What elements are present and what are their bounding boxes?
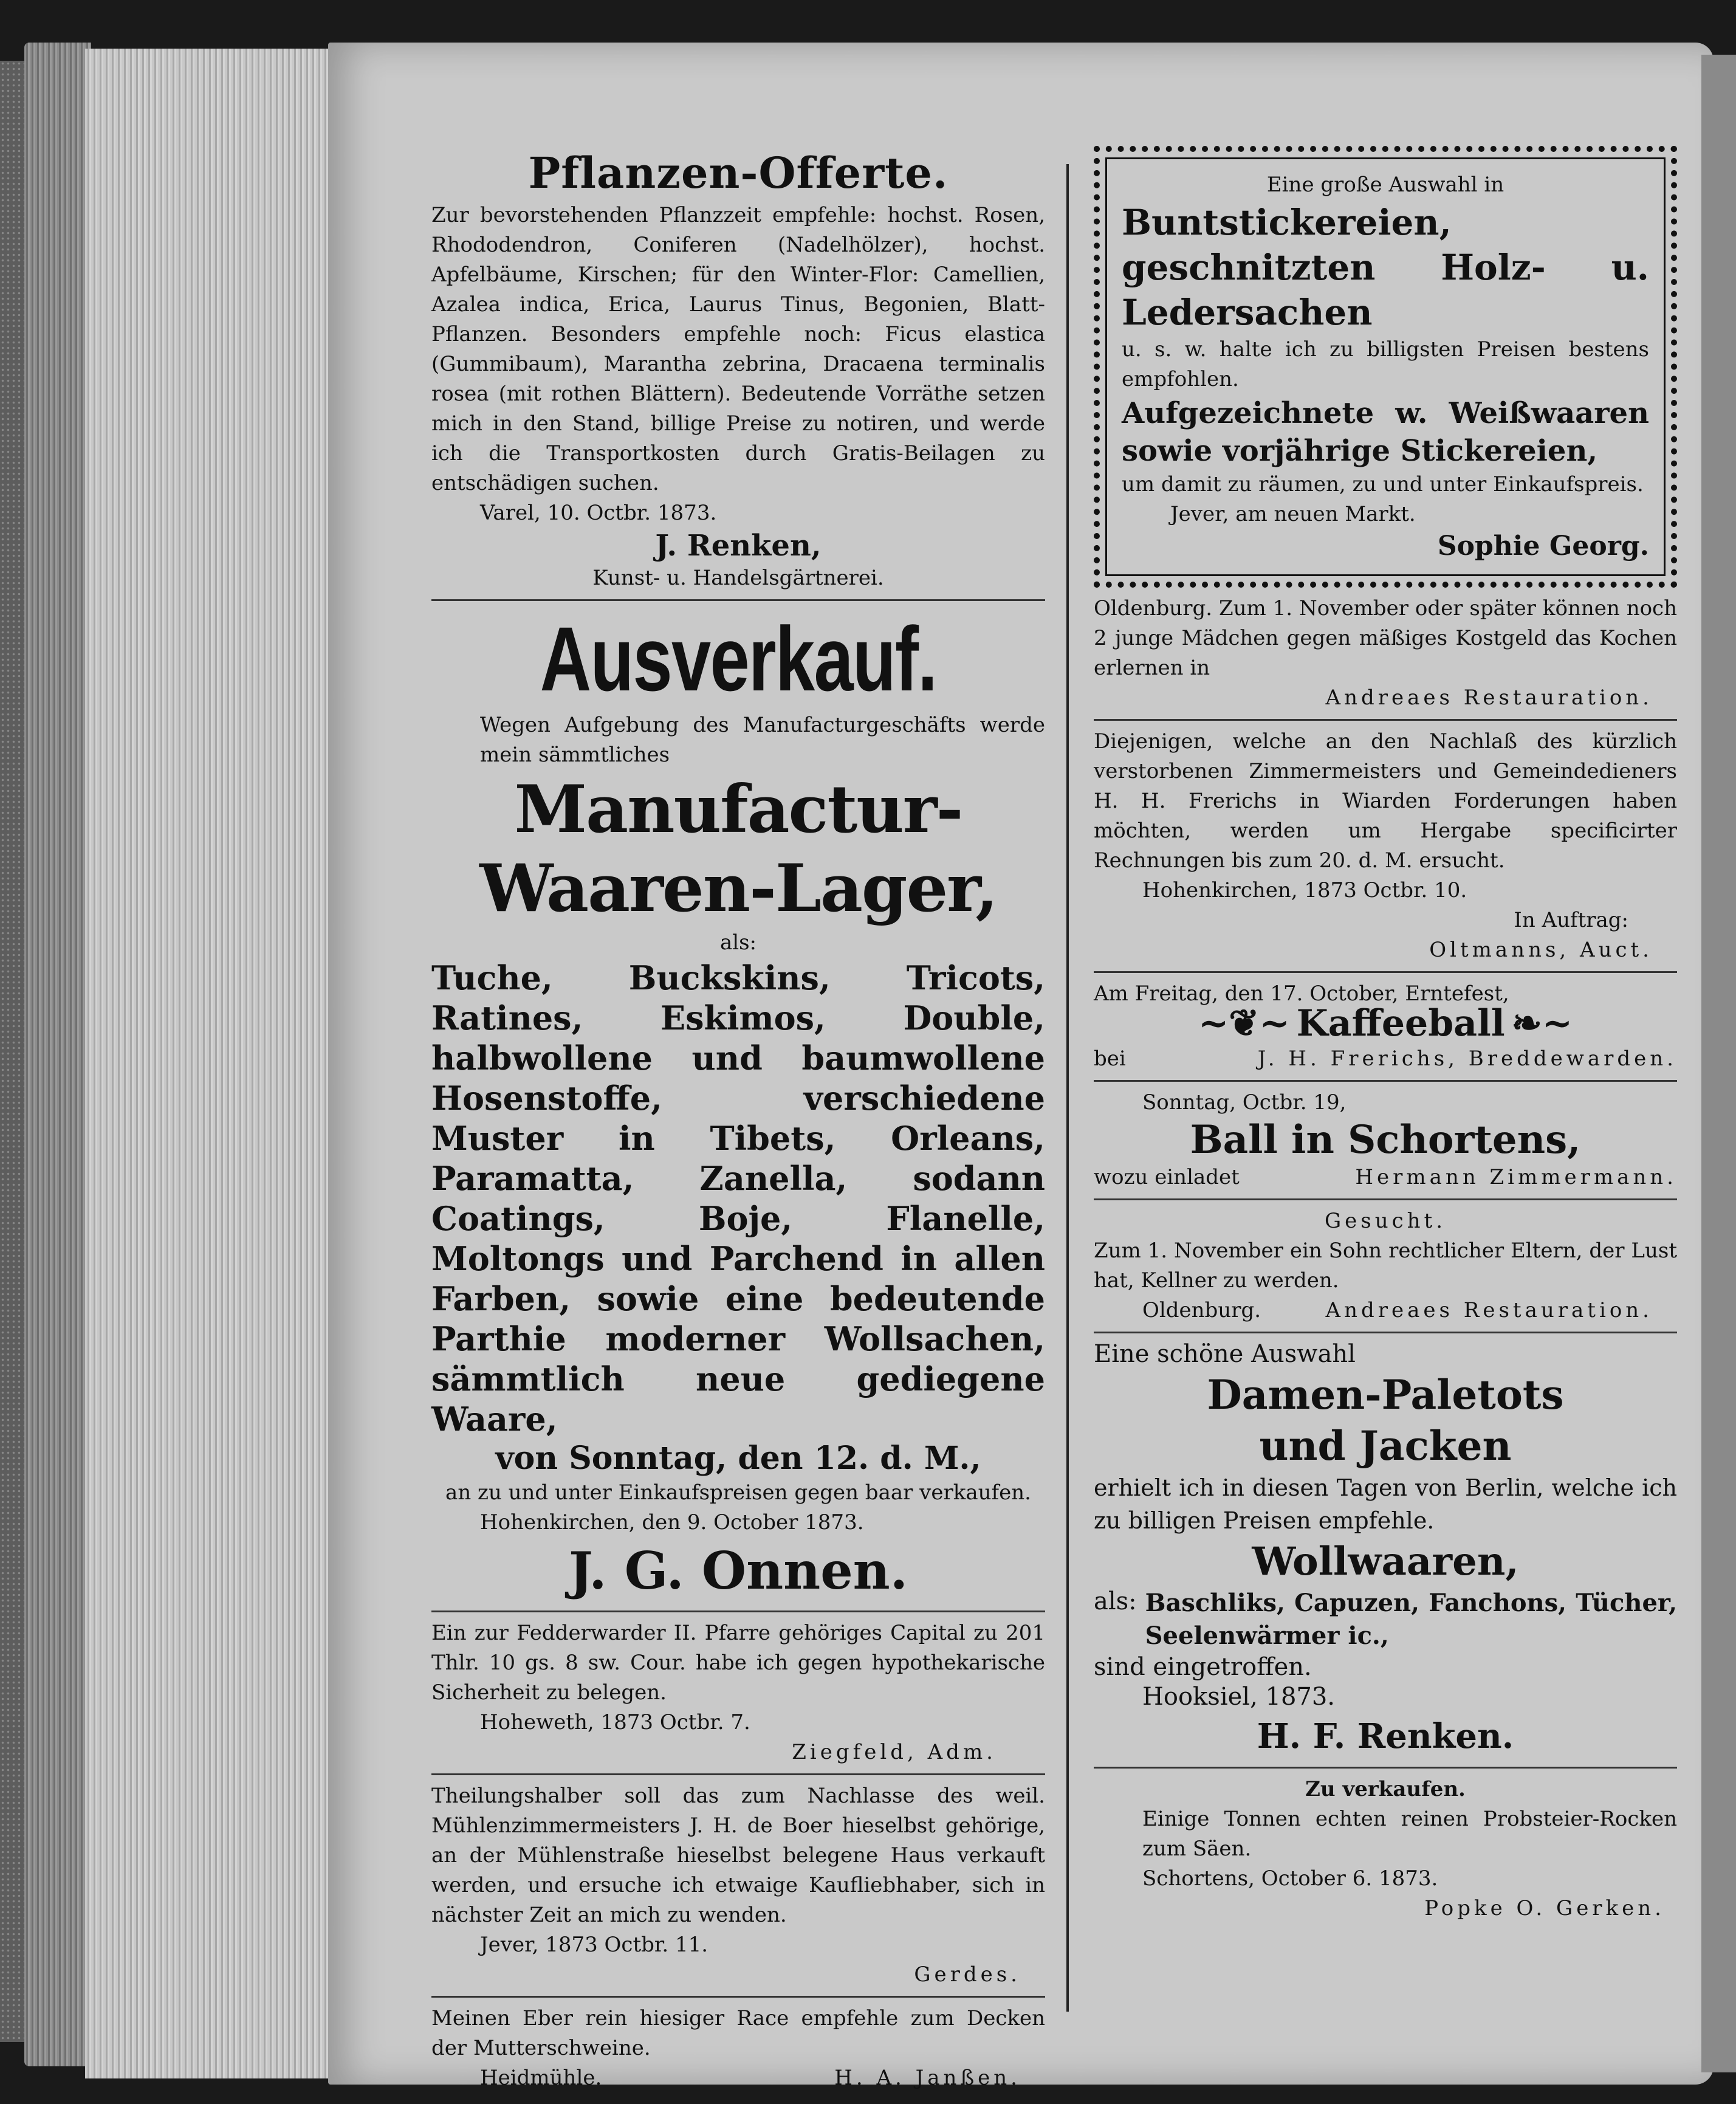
- ad-buntstickereien: [1094, 146, 1677, 588]
- ad-intro: Eine große Auswahl in: [1266, 173, 1504, 197]
- ad-date-line: von Sonntag, den 12. d. M.,: [495, 1440, 981, 1477]
- ad-body: Einige Tonnen echten reinen Probsteier-Rocken zum Säen.: [1142, 1807, 1677, 1861]
- ad-body-2: um damit zu räumen, zu und unter Einkaufspreis.: [1122, 472, 1644, 497]
- ad-separator: [1094, 971, 1677, 973]
- ad-separator: [431, 1773, 1045, 1775]
- book-spine-edge: [24, 43, 91, 2066]
- ad-separator: [431, 1611, 1045, 1612]
- ad-signature: J. H. Frerichs, Breddewarden.: [1257, 1047, 1677, 1071]
- ad-body: Zur bevorstehenden Pflanzzeit empfehle: hochst. Rosen, Rhododendron, Coniferen (Nadelhölzer), hochst. Apfelbäume, Kirschen; für den Winter-Flor: Camellien, Azalea indica, Erica, Laurus Tinus, Begonien, Blatt-Pflanzen. Besonders empfehle noch: Ficus elastica (Gummibaum), Marantha zebrina, Dracaena terminalis rosea (mit rothen Blättern). Bedeutende Vorräthe setzen mich in den Stand, billige Preise zu notiren, und werde ich die Transportkosten durch Gratis-Beilagen zu entschädigen suchen.: [431, 203, 1045, 495]
- ad-zu-verkaufen: [1094, 1775, 1677, 1924]
- column-divider: [1066, 164, 1069, 2012]
- ad-place: Jever, am neuen Markt.: [1170, 502, 1416, 526]
- ad-bei: bei: [1094, 1047, 1126, 1071]
- ad-auftrag: In Auftrag:: [1514, 908, 1628, 932]
- ad-signature: Oltmanns, Auct.: [1429, 938, 1653, 962]
- ad-signature: Popke O. Gerken.: [1424, 1896, 1665, 1920]
- ad-nachlass: [1094, 727, 1677, 965]
- ad-subtitle: Aufgezeichnete w. Weißwaaren sowie vorjährige Stickereien,: [1122, 396, 1649, 468]
- ad-signature: J. G. Onnen.: [568, 1541, 908, 1601]
- left-column: [431, 146, 1045, 2093]
- ad-signature: Sophie Georg.: [1437, 531, 1649, 562]
- ad-theilung: [431, 1781, 1045, 1990]
- ad-signature: H. A. Janßen.: [834, 2066, 1021, 2090]
- ad-body: Theilungshalber soll das zum Nachlasse des weil. Mühlenzimmermeisters J. H. de Boer hieselbst gehörige, an der Mühlenstraße hieselbst belegene Haus verkauft werden, und ersuche ich etwaige Kaufliebhaber, sich in nächster Zeit an mich zu wenden.: [431, 1784, 1045, 1927]
- ad-place-date: Jever, 1873 Octbr. 11.: [480, 1933, 708, 1957]
- ad-body: Ein zur Fedderwarder II. Pfarre gehöriges Capital zu 201 Thlr. 10 gs. 8 sw. Cour. habe ich gegen hypothekarische Sicherheit zu belegen.: [431, 1621, 1045, 1705]
- ad-title: Ausverkauf.: [540, 608, 937, 710]
- ad-arrived: sind eingetroffen.: [1094, 1653, 1312, 1681]
- ad-place-date: Hoheweth, 1873 Octbr. 7.: [480, 1710, 750, 1734]
- ad-footer: [1094, 1044, 1677, 1074]
- ad-intro: Eine schöne Auswahl: [1094, 1340, 1356, 1368]
- ad-items-row: [1094, 1587, 1677, 1652]
- ad-headline-line2: Waaren-Lager,: [479, 850, 997, 927]
- ad-eber: [431, 2004, 1045, 2093]
- ad-place: Oldenburg.: [1142, 1298, 1261, 1322]
- ornament-right-icon: ❧~: [1511, 1002, 1573, 1045]
- ad-separator: [431, 1996, 1045, 1998]
- ad-separator: [431, 599, 1045, 601]
- ad-body: u. s. w. halte ich zu billigsten Preisen bestens empfohlen.: [1122, 337, 1649, 391]
- ad-goods-list: Tuche, Buckskins, Tricots, Ratines, Eskimos, Double, halbwollene und baumwollene Hosenstoffe, verschiedene Muster in Tibets, Orleans, Paramatta, Zanella, sodann Coatings, Boje, Flanelle, Moltongs und Parchend in allen Farben, sowie eine bedeutende Parthie moderner Wollsachen, sämmtlich neue gediegene Waare,: [431, 958, 1045, 1439]
- ad-signature: J. Renken,: [655, 529, 822, 563]
- ad-footer: [1094, 1163, 1677, 1192]
- ad-headline-line1: Manufactur-: [514, 771, 962, 848]
- ad-body: erhielt ich in diesen Tagen von Berlin, welche ich zu billigen Preisen empfehle.: [1094, 1474, 1677, 1534]
- ad-footer: [431, 2063, 1045, 2093]
- ad-body: Meinen Eber rein hiesiger Race empfehle zum Decken der Mutterschweine.: [431, 2006, 1045, 2060]
- ad-body: Oldenburg. Zum 1. November oder später können noch 2 junge Mädchen gegen mäßiges Kostgeld das Kochen erlernen in: [1094, 596, 1677, 680]
- ad-title-line2: und Jacken: [1259, 1422, 1512, 1470]
- ad-separator: [1094, 1767, 1677, 1769]
- ad-title-line1: Damen-Paletots: [1207, 1371, 1564, 1418]
- ad-gesucht: [1094, 1206, 1677, 1325]
- ad-signature: Gerdes.: [914, 1962, 1021, 1987]
- ad-place-date: Hohenkirchen, den 9. October 1873.: [480, 1510, 864, 1535]
- ad-als: als:: [719, 930, 757, 955]
- ad-title-row: [1094, 1002, 1677, 1045]
- ad-capital: [431, 1618, 1045, 1767]
- ad-ball-schortens: [1094, 1088, 1677, 1192]
- ad-signature: Ziegfeld, Adm.: [792, 1740, 997, 1764]
- page-stack-edge: [85, 49, 340, 2078]
- ad-place-date: Hohenkirchen, 1873 Octbr. 10.: [1142, 878, 1467, 902]
- ad-separator: [1094, 1080, 1677, 1082]
- ad-signature: Andreaes Restauration.: [1325, 1298, 1653, 1322]
- ad-kochen: [1094, 594, 1677, 713]
- ad-place-date: Hooksiel, 1873.: [1142, 1683, 1336, 1711]
- ad-title: Kaffeeball: [1296, 1002, 1505, 1045]
- ad-place-date: Varel, 10. Octbr. 1873.: [480, 501, 717, 525]
- right-column: [1094, 146, 1677, 1924]
- ad-kaffeeball: [1094, 979, 1677, 1074]
- ad-title: Gesucht.: [1324, 1209, 1447, 1233]
- ad-separator: [1094, 1332, 1677, 1333]
- ad-wozu: wozu einladet: [1094, 1165, 1240, 1189]
- ad-subtitle: Wollwaaren,: [1252, 1539, 1519, 1584]
- ad-footer: [1094, 1296, 1677, 1325]
- ad-intro: Sonntag, Octbr. 19,: [1142, 1090, 1347, 1115]
- ad-place-date: Schortens, October 6. 1873.: [1142, 1866, 1438, 1891]
- ad-body: Diejenigen, welche an den Nachlaß des kürzlich verstorbenen Zimmermeisters und Gemeindedieners H. H. Frerichs in Wiarden Forderungen haben möchten, werden um Hergabe specificirter Rechnungen bis zum 20. d. M. ersucht.: [1094, 729, 1677, 873]
- ad-signature: Andreaes Restauration.: [1325, 686, 1653, 710]
- ad-signature: Hermann Zimmermann.: [1355, 1165, 1677, 1189]
- ad-title: Ball in Schortens,: [1190, 1117, 1581, 1163]
- ad-title: Buntstickereien, geschnitzten Holz- u. Ledersachen: [1122, 202, 1649, 333]
- ad-items: Baschliks, Capuzen, Fanchons, Tücher, Seelenwärmer ic.,: [1145, 1589, 1677, 1650]
- ad-body: Zum 1. November ein Sohn rechtlicher Eltern, der Lust hat, Kellner zu werden.: [1094, 1239, 1677, 1293]
- ad-separator: [1094, 1198, 1677, 1200]
- ad-als: als:: [1094, 1587, 1137, 1615]
- ad-sale-line: an zu und unter Einkaufspreisen gegen baar verkaufen.: [445, 1480, 1031, 1505]
- ad-place: Heidmühle.: [480, 2066, 602, 2090]
- next-page-edge: [1701, 55, 1736, 2072]
- ad-signature: H. F. Renken.: [1257, 1716, 1514, 1756]
- ad-separator: [1094, 719, 1677, 721]
- ad-title: Pflanzen-Offerte.: [528, 148, 949, 198]
- ad-pflanzen-offerte: [431, 146, 1045, 593]
- ad-title: Zu verkaufen.: [1305, 1777, 1466, 1801]
- ad-ausverkauf: [431, 607, 1045, 1604]
- ad-intro: Wegen Aufgebung des Manufacturgeschäfts werde mein sämmtliches: [480, 713, 1045, 767]
- ad-damen-paletots: [1094, 1339, 1677, 1761]
- ad-intro: Am Freitag, den 17. October, Erntefest,: [1094, 982, 1509, 1006]
- ad-firm: Kunst- u. Handelsgärtnerei.: [592, 566, 884, 590]
- ornament-left-icon: ~❦~: [1198, 1002, 1290, 1045]
